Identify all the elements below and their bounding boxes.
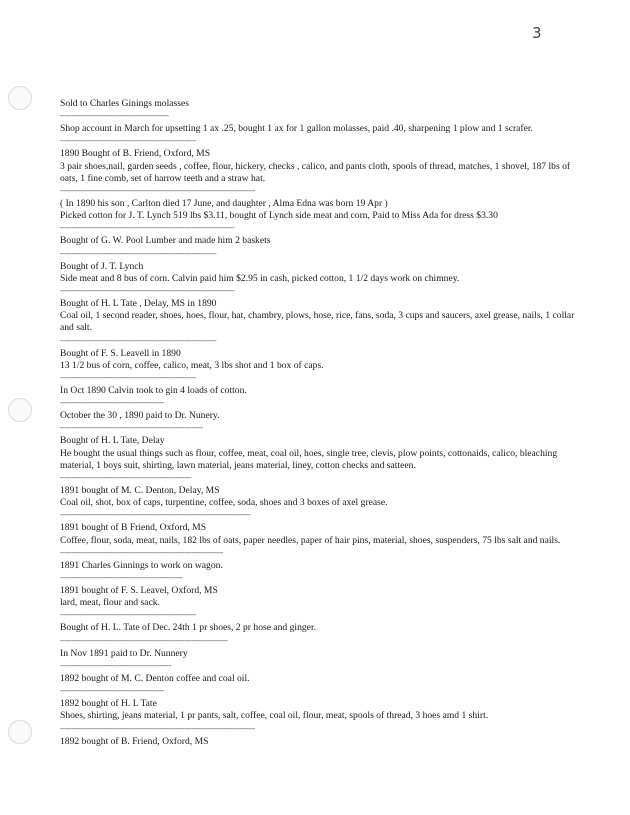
- entry-heading: 1892 bought of H. L Tate: [60, 698, 157, 710]
- dashed-separator: -----------------------------------------------------------------------------: [60, 223, 235, 233]
- ledger-entry: [60, 98, 588, 120]
- dashed-separator: ------------------------------------------------------------------------------------: [60, 510, 251, 520]
- ledger-entry: [60, 410, 588, 432]
- entry-heading: Bought of H. L Tate , Delay, MS in 1890: [60, 298, 217, 310]
- ledger-entry: [60, 298, 588, 345]
- entry-text: 13 1/2 bus of corn, coffee, calico, meat, 3 lbs shot and 1 box of caps.: [60, 359, 324, 371]
- dashed-separator: ------------------------------------------------: [60, 111, 169, 121]
- ledger-entry: [60, 261, 588, 295]
- dashed-separator: ----------------------------------------------------------: [60, 473, 192, 483]
- ledger-entry: [60, 123, 588, 145]
- entry-heading: Bought of F. S. Leavell in 1890: [60, 347, 181, 359]
- ledger-entry: [60, 560, 588, 582]
- entry-heading: 1891 bought of B Friend, Oxford, MS: [60, 522, 207, 534]
- dashed-separator: --------------------------------------------------------------------------------------: [60, 186, 255, 196]
- ledger-entry: [60, 736, 588, 748]
- entry-heading: In Oct 1890 Calvin took to gin 4 loads of cotton.: [60, 385, 247, 397]
- ledger-entry: [60, 522, 588, 556]
- dashed-separator: --------------------------------------------------------------------------: [60, 635, 228, 645]
- ledger-entry: [60, 148, 588, 195]
- entry-text: Picked cotton for J. T. Lynch 519 lbs $3.11, bought of Lynch side meat and corn, Paid to Miss Ada for dress $3.30: [60, 210, 498, 222]
- ledger-entry: [60, 622, 588, 644]
- entry-heading: October the 30 , 1890 paid to Dr. Nunery.: [60, 410, 220, 422]
- dashed-separator: ---------------------------------------------------------------------: [60, 248, 217, 258]
- entry-text: Coffee, flour, soda, meat, nails, 182 lbs of oats, paper needles, paper of hair pins, material, shoes, suspenders, 75 lbs salt and nails.: [60, 534, 561, 546]
- ledger-entry: [60, 698, 588, 732]
- ledger-entry: [60, 198, 588, 232]
- dashed-separator: ----------------------------------------------: [60, 398, 165, 408]
- ledger-entry: [60, 235, 588, 257]
- dashed-separator: -------------------------------------------------: [60, 660, 171, 670]
- entry-text: Side meat and 8 bus of corn. Calvin paid him $2.95 in cash, picked cotton, 1 1/2 days work on chimney.: [60, 272, 460, 284]
- dashed-separator: ------------------------------------------------------------: [60, 610, 196, 620]
- entry-text: He bought the usual things such as flour, coffee, meat, coal oil, hoes, single tree, clevis, plow points, cottonaids, calico, bleaching material, 1 boys suit, shirting, lawn material, jeans material, liney, cotton checks and satteen.: [60, 447, 558, 471]
- ledger-entry: [60, 648, 588, 670]
- dashed-separator: ---------------------------------------------------------------: [60, 423, 203, 433]
- entry-heading: Bought of H. L. Tate of Dec. 24th 1 pr shoes, 2 pr hose and ginger.: [60, 622, 317, 634]
- entry-text: Coal oil, 1 second reader, shoes, hoes, flour, hat, chambry, plows, hose, rice, fans, soda, 3 cups and saucers, axel grease, nails, 1 collar and salt.: [60, 310, 575, 334]
- entry-heading: 1892 bought of M. C. Denton coffee and coal oil.: [60, 672, 250, 684]
- dashed-separator: ----------------------------------------------: [60, 686, 165, 696]
- ledger-entries: [60, 98, 588, 748]
- entry-heading: 1890 Bought of B. Friend, Oxford, MS: [60, 148, 211, 160]
- ledger-entry: [60, 435, 588, 482]
- punch-hole-bottom: [8, 720, 32, 744]
- entry-heading: ( In 1890 his son , Carlton died 17 June, and daughter , Alma Edna was born 19 Apr ): [60, 198, 388, 210]
- dashed-separator: ------------------------------------------------------------: [60, 373, 196, 383]
- punch-hole-top: [8, 86, 32, 110]
- entry-text: 3 pair shoes,nail, garden seeds , coffee, flour, hickery, checks , calico, and pants cloth, spools of thread, matches, 1 shovel, 187 lbs of oats, 1 fine comb, set of harrow teeth and a straw hat.: [60, 160, 571, 184]
- entry-heading: Bought of H. L Tate, Delay: [60, 435, 165, 447]
- entry-heading: 1891 Charles Ginnings to work on wagon.: [60, 559, 223, 571]
- entry-heading: In Nov 1891 paid to Dr. Nunnery: [60, 647, 188, 659]
- dashed-separator: -----------------------------------------------------------------------------: [60, 286, 235, 296]
- entry-heading: Bought of J. T. Lynch: [60, 260, 144, 272]
- dashed-separator: --------------------------------------------------------------------------------------: [60, 723, 255, 733]
- entry-heading: 1892 bought of B. Friend, Oxford, MS: [60, 735, 209, 747]
- page-number: 3: [532, 24, 542, 42]
- entry-heading: Shop account in March for upsetting 1 ax .25, bought 1 ax for 1 gallon molasses, paid .40, sharpening 1 plow and 1 scrafer.: [60, 123, 533, 135]
- punch-hole-middle: [8, 398, 32, 422]
- ledger-entry: [60, 485, 588, 519]
- ledger-entry: [60, 348, 588, 382]
- ledger-entry: [60, 385, 588, 407]
- dashed-separator: ---------------------------------------------------------------------: [60, 335, 217, 345]
- entry-heading: 1891 bought of F. S. Leavel, Oxford, MS: [60, 585, 218, 597]
- entry-heading: 1891 bought of M. C. Denton, Delay, MS: [60, 485, 220, 497]
- entry-text: lard, meat, flour and sack.: [60, 597, 160, 609]
- ledger-entry: [60, 673, 588, 695]
- entry-heading: Sold to Charles Ginings molasses: [60, 98, 189, 109]
- entry-text: Coal oil, shot, box of caps, turpentine, coffee, soda, shoes and 3 boxes of axel grease.: [60, 497, 388, 509]
- entry-text: Shoes, shirting, jeans material, 1 pr pants, salt, coffee, coal oil, flour, meat, spools of thread, 3 hoes amd 1 shirt.: [60, 710, 489, 722]
- dashed-separator: ------------------------------------------------------: [60, 573, 183, 583]
- ledger-entry: [60, 585, 588, 619]
- dashed-separator: ------------------------------------------------------------: [60, 136, 196, 146]
- entry-heading: Bought of G. W. Pool Lumber and made him 2 baskets: [60, 235, 271, 247]
- dashed-separator: ------------------------------------------------------------------------: [60, 547, 224, 557]
